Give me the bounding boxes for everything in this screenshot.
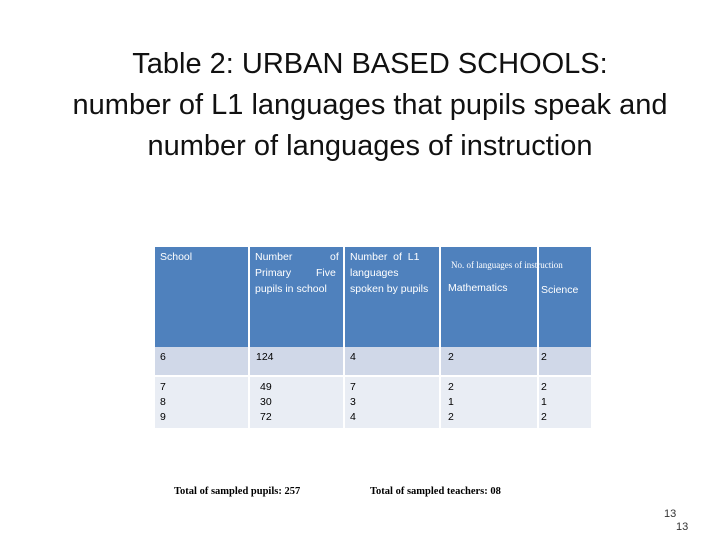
header-divider: [248, 247, 250, 347]
title-line-3: number of languages of instruction: [147, 130, 593, 162]
header-pupils-line3: pupils in school: [255, 283, 327, 295]
cell-pupils: 72: [260, 411, 272, 423]
title-line-1: Table 2: URBAN BASED SCHOOLS:: [132, 48, 608, 80]
cell-school: 6: [160, 351, 166, 363]
column-divider: [248, 347, 250, 428]
title-line-2: number of L1 languages that pupils speak and: [72, 89, 668, 121]
cell-science: 1: [541, 396, 547, 408]
cell-math: 1: [448, 396, 454, 408]
cell-math: 2: [448, 351, 454, 363]
cell-math: 2: [448, 381, 454, 393]
cell-l1: 3: [350, 396, 356, 408]
cell-school: 8: [160, 396, 166, 408]
header-school: School: [160, 251, 193, 263]
header-divider: [343, 247, 345, 347]
total-pupils-note: Total of sampled pupils: 257: [174, 486, 301, 497]
header-mathematics: Mathematics: [448, 282, 508, 294]
header-pupils-word3: Primary: [255, 267, 292, 279]
cell-pupils: 49: [260, 381, 272, 393]
header-l1-line3: spoken by pupils: [350, 283, 429, 295]
cell-l1: 4: [350, 411, 356, 423]
cell-l1: 4: [350, 351, 356, 363]
cell-science: 2: [541, 381, 547, 393]
cell-math: 2: [448, 411, 454, 423]
cell-science: 2: [541, 351, 547, 363]
row-divider: [155, 375, 591, 377]
column-divider: [439, 347, 441, 428]
table-row: [155, 347, 591, 375]
page-number: 13: [676, 521, 689, 533]
column-divider: [343, 347, 345, 428]
slide-title: [20, 44, 720, 167]
header-l1-line2: languages: [350, 267, 399, 279]
column-divider: [537, 347, 539, 428]
cell-pupils: 124: [256, 351, 274, 363]
header-science: Science: [541, 284, 579, 296]
header-pupils-word4: Five: [316, 267, 336, 279]
header-divider: [439, 247, 441, 347]
table-row: [155, 377, 591, 428]
cell-school: 9: [160, 411, 166, 423]
header-pupils-word2: of: [330, 251, 339, 263]
header-pupils-word1: Number: [255, 251, 293, 263]
page-number: 13: [664, 508, 677, 520]
header-instruction-group: No. of languages of instruction: [451, 260, 563, 270]
cell-pupils: 30: [260, 396, 272, 408]
cell-science: 2: [541, 411, 547, 423]
total-teachers-note: Total of sampled teachers: 08: [370, 486, 501, 497]
cell-school: 7: [160, 381, 166, 393]
header-l1-line1: Number of L1: [350, 251, 420, 263]
cell-l1: 7: [350, 381, 356, 393]
schools-table: [155, 247, 591, 428]
